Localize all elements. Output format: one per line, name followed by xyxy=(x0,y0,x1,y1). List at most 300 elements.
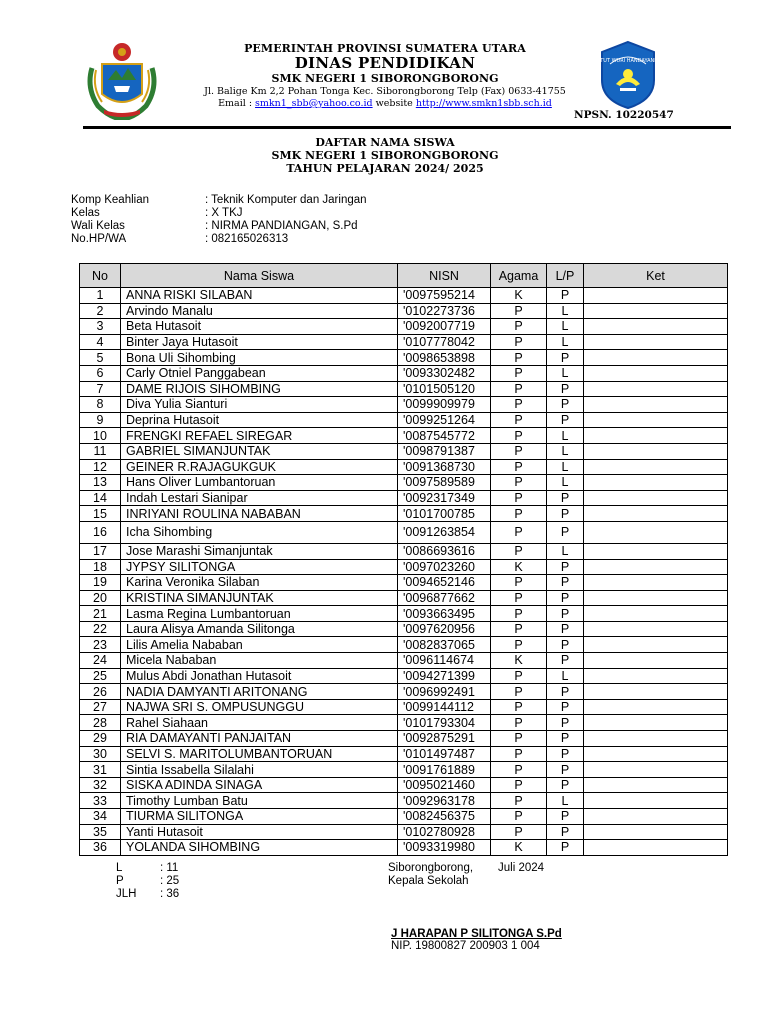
cell-lp: L xyxy=(547,475,584,491)
cell-agama: P xyxy=(491,443,547,459)
cell-no: 25 xyxy=(80,668,121,684)
cell-student-name: TIURMA SILITONGA xyxy=(121,809,398,825)
cell-lp: P xyxy=(547,824,584,840)
cell-no: 11 xyxy=(80,443,121,459)
cell-nisn: '0099144112 xyxy=(398,699,491,715)
cell-nisn: '0102780928 xyxy=(398,824,491,840)
cell-ket xyxy=(584,303,728,319)
cell-nisn: '0093663495 xyxy=(398,606,491,622)
table-row xyxy=(80,443,728,459)
website-link[interactable]: http://www.smkn1sbb.sch.id xyxy=(415,98,552,109)
cell-ket xyxy=(584,521,728,543)
cell-ket xyxy=(584,809,728,825)
table-row xyxy=(80,731,728,747)
cell-agama: P xyxy=(491,428,547,444)
cell-lp: L xyxy=(547,334,584,350)
cell-ket xyxy=(584,840,728,856)
cell-lp: P xyxy=(547,288,584,304)
header-agama: Agama xyxy=(491,264,547,288)
cell-agama: P xyxy=(491,699,547,715)
cell-no: 32 xyxy=(80,777,121,793)
cell-student-name: JYPSY SILITONGA xyxy=(121,559,398,575)
cell-agama: P xyxy=(491,397,547,413)
table-row xyxy=(80,762,728,778)
signature-role: Kepala Sekolah xyxy=(388,875,469,887)
cell-student-name: Icha Sihombing xyxy=(121,521,398,543)
cell-ket xyxy=(584,606,728,622)
cell-nisn: '0092963178 xyxy=(398,793,491,809)
cell-nisn: '0098653898 xyxy=(398,350,491,366)
cell-agama: P xyxy=(491,365,547,381)
cell-no: 34 xyxy=(80,809,121,825)
cell-agama: P xyxy=(491,793,547,809)
cell-agama: K xyxy=(491,559,547,575)
cell-nisn: '0096992491 xyxy=(398,684,491,700)
cell-ket xyxy=(584,288,728,304)
cell-agama: P xyxy=(491,506,547,522)
table-row xyxy=(80,559,728,575)
cell-no: 19 xyxy=(80,575,121,591)
summary-value: : 11 xyxy=(160,862,179,874)
cell-ket xyxy=(584,824,728,840)
cell-lp: P xyxy=(547,350,584,366)
table-row xyxy=(80,428,728,444)
school-name: SMK NEGERI 1 SIBORONGBORONG xyxy=(271,72,499,85)
table-row xyxy=(80,621,728,637)
cell-lp: P xyxy=(547,559,584,575)
cell-ket xyxy=(584,443,728,459)
cell-ket xyxy=(584,459,728,475)
cell-ket xyxy=(584,746,728,762)
cell-no: 30 xyxy=(80,746,121,762)
table-row xyxy=(80,590,728,606)
cell-lp: L xyxy=(547,459,584,475)
table-row xyxy=(80,288,728,304)
cell-student-name: Laura Alisya Amanda Silitonga xyxy=(121,621,398,637)
summary-value: : 25 xyxy=(160,875,180,887)
cell-student-name: Karina Veronika Silaban xyxy=(121,575,398,591)
cell-lp: P xyxy=(547,590,584,606)
table-row xyxy=(80,334,728,350)
cell-lp: P xyxy=(547,412,584,428)
cell-agama: P xyxy=(491,809,547,825)
cell-agama: P xyxy=(491,824,547,840)
table-header-row xyxy=(80,264,728,288)
cell-nisn: '0092875291 xyxy=(398,731,491,747)
table-row xyxy=(80,303,728,319)
table-row xyxy=(80,575,728,591)
cell-lp: P xyxy=(547,715,584,731)
email-link[interactable]: smkn1_sbb@yahoo.co.id xyxy=(255,98,373,109)
letterhead-divider xyxy=(83,126,731,129)
cell-ket xyxy=(584,506,728,522)
table-row xyxy=(80,521,728,543)
cell-no: 16 xyxy=(80,521,121,543)
cell-agama: P xyxy=(491,668,547,684)
cell-student-name: Micela Nababan xyxy=(121,653,398,669)
cell-no: 2 xyxy=(80,303,121,319)
info-row-kelas xyxy=(71,207,367,220)
cell-nisn: '0094271399 xyxy=(398,668,491,684)
cell-ket xyxy=(584,793,728,809)
summary-label: P xyxy=(116,875,124,887)
letterhead-text xyxy=(180,42,590,110)
cell-ket xyxy=(584,731,728,747)
cell-lp: L xyxy=(547,428,584,444)
cell-student-name: NADIA DAMYANTI ARITONANG xyxy=(121,684,398,700)
cell-student-name: Diva Yulia Sianturi xyxy=(121,397,398,413)
cell-student-name: Binter Jaya Hutasoit xyxy=(121,334,398,350)
table-row xyxy=(80,350,728,366)
cell-lp: P xyxy=(547,521,584,543)
cell-lp: P xyxy=(547,490,584,506)
cell-nisn: '0099909979 xyxy=(398,397,491,413)
cell-no: 4 xyxy=(80,334,121,350)
cell-agama: P xyxy=(491,590,547,606)
cell-agama: K xyxy=(491,840,547,856)
cell-student-name: KRISTINA SIMANJUNTAK xyxy=(121,590,398,606)
email-label: Email : xyxy=(218,98,256,109)
cell-lp: L xyxy=(547,793,584,809)
header-lp: L/P xyxy=(547,264,584,288)
cell-nisn: '0091368730 xyxy=(398,459,491,475)
table-row xyxy=(80,412,728,428)
cell-ket xyxy=(584,475,728,491)
cell-lp: L xyxy=(547,443,584,459)
cell-agama: P xyxy=(491,475,547,491)
cell-student-name: Indah Lestari Sianipar xyxy=(121,490,398,506)
cell-student-name: SELVI S. MARITOLUMBANTORUAN xyxy=(121,746,398,762)
cell-nisn: '0093302482 xyxy=(398,365,491,381)
place-date xyxy=(388,862,544,875)
cell-agama: P xyxy=(491,621,547,637)
cell-lp: L xyxy=(547,543,584,559)
info-label: Komp Keahlian xyxy=(71,194,149,206)
cell-agama: P xyxy=(491,606,547,622)
cell-student-name: Jose Marashi Simanjuntak xyxy=(121,543,398,559)
signature-date: Juli 2024 xyxy=(498,862,545,874)
cell-student-name: GABRIEL SIMANJUNTAK xyxy=(121,443,398,459)
cell-lp: P xyxy=(547,621,584,637)
cell-no: 36 xyxy=(80,840,121,856)
cell-no: 33 xyxy=(80,793,121,809)
summary-value: : 36 xyxy=(160,888,180,900)
cell-lp: P xyxy=(547,809,584,825)
cell-no: 6 xyxy=(80,365,121,381)
cell-nisn: '0101497487 xyxy=(398,746,491,762)
cell-lp: P xyxy=(547,762,584,778)
cell-no: 20 xyxy=(80,590,121,606)
cell-ket xyxy=(584,334,728,350)
cell-nisn: '0101505120 xyxy=(398,381,491,397)
cell-lp: P xyxy=(547,731,584,747)
cell-agama: P xyxy=(491,412,547,428)
npsn-number: NPSN. 10220547 xyxy=(574,109,674,121)
cell-nisn: '0086693616 xyxy=(398,543,491,559)
province-emblem-icon xyxy=(84,40,160,120)
table-body xyxy=(80,288,728,856)
cell-lp: P xyxy=(547,699,584,715)
cell-lp: P xyxy=(547,575,584,591)
government-name: PEMERINTAH PROVINSI SUMATERA UTARA xyxy=(244,42,526,55)
info-value: : X TKJ xyxy=(205,207,243,219)
contact-line xyxy=(180,98,590,110)
student-table xyxy=(79,263,728,856)
letterhead xyxy=(0,0,768,132)
cell-no: 23 xyxy=(80,637,121,653)
cell-agama: P xyxy=(491,575,547,591)
header-nisn: NISN xyxy=(398,264,491,288)
cell-nisn: '0094652146 xyxy=(398,575,491,591)
cell-no: 3 xyxy=(80,319,121,335)
info-label: No.HP/WA xyxy=(71,233,127,245)
cell-agama: P xyxy=(491,350,547,366)
title-line-1: DAFTAR NAMA SISWA xyxy=(315,136,455,149)
title-line-2: SMK NEGERI 1 SIBORONGBORONG xyxy=(271,149,499,162)
cell-no: 1 xyxy=(80,288,121,304)
cell-no: 21 xyxy=(80,606,121,622)
cell-no: 14 xyxy=(80,490,121,506)
table-row xyxy=(80,653,728,669)
table-row xyxy=(80,365,728,381)
school-address: Jl. Balige Km 2,2 Pohan Tonga Kec. Siborongborong Telp (Fax) 0633-41755 xyxy=(204,86,566,97)
info-label: Wali Kelas xyxy=(71,220,125,232)
cell-no: 31 xyxy=(80,762,121,778)
table-row xyxy=(80,684,728,700)
cell-student-name: Carly Otniel Panggabean xyxy=(121,365,398,381)
cell-agama: P xyxy=(491,777,547,793)
info-row-no-hp xyxy=(71,233,367,246)
table-row xyxy=(80,475,728,491)
cell-ket xyxy=(584,684,728,700)
class-info xyxy=(71,194,367,246)
cell-agama: P xyxy=(491,319,547,335)
cell-nisn: '0097595214 xyxy=(398,288,491,304)
cell-student-name: Hans Oliver Lumbantoruan xyxy=(121,475,398,491)
cell-ket xyxy=(584,653,728,669)
cell-ket xyxy=(584,668,728,684)
cell-ket xyxy=(584,397,728,413)
cell-nisn: '0095021460 xyxy=(398,777,491,793)
cell-nisn: '0107778042 xyxy=(398,334,491,350)
summary-label: L xyxy=(116,862,123,874)
cell-nisn: '0082837065 xyxy=(398,637,491,653)
header-ket: Ket xyxy=(584,264,728,288)
cell-nisn: '0087545772 xyxy=(398,428,491,444)
cell-agama: P xyxy=(491,521,547,543)
cell-student-name: NAJWA SRI S. OMPUSUNGGU xyxy=(121,699,398,715)
table-row xyxy=(80,606,728,622)
cell-student-name: Rahel Siahaan xyxy=(121,715,398,731)
cell-lp: P xyxy=(547,777,584,793)
cell-nisn: '0098791387 xyxy=(398,443,491,459)
cell-agama: P xyxy=(491,303,547,319)
cell-lp: P xyxy=(547,506,584,522)
cell-no: 7 xyxy=(80,381,121,397)
cell-student-name: Arvindo Manalu xyxy=(121,303,398,319)
cell-no: 12 xyxy=(80,459,121,475)
info-row-wali-kelas xyxy=(71,220,367,233)
cell-nisn: '0091761889 xyxy=(398,762,491,778)
cell-ket xyxy=(584,715,728,731)
document-title xyxy=(180,136,590,175)
cell-agama: P xyxy=(491,459,547,475)
cell-agama: P xyxy=(491,334,547,350)
cell-agama: P xyxy=(491,637,547,653)
cell-agama: K xyxy=(491,288,547,304)
cell-student-name: SISKA ADINDA SINAGA xyxy=(121,777,398,793)
cell-ket xyxy=(584,590,728,606)
tut-wuri-handayani-logo-icon xyxy=(596,40,660,110)
cell-lp: P xyxy=(547,381,584,397)
cell-agama: P xyxy=(491,381,547,397)
cell-ket xyxy=(584,637,728,653)
cell-nisn: '0092007719 xyxy=(398,319,491,335)
signature-city: Siborongborong, xyxy=(388,862,474,874)
table-row xyxy=(80,777,728,793)
student-table-wrapper xyxy=(79,263,728,856)
cell-no: 10 xyxy=(80,428,121,444)
signature-block xyxy=(388,862,544,888)
info-label: Kelas xyxy=(71,207,100,219)
cell-student-name: Beta Hutasoit xyxy=(121,319,398,335)
svg-text:TUT WURI HANDAYANI: TUT WURI HANDAYANI xyxy=(600,58,656,64)
cell-lp: P xyxy=(547,606,584,622)
cell-ket xyxy=(584,699,728,715)
cell-agama: K xyxy=(491,653,547,669)
cell-ket xyxy=(584,762,728,778)
cell-no: 18 xyxy=(80,559,121,575)
table-row xyxy=(80,490,728,506)
cell-no: 13 xyxy=(80,475,121,491)
table-row xyxy=(80,506,728,522)
table-row xyxy=(80,543,728,559)
cell-lp: P xyxy=(547,637,584,653)
table-row xyxy=(80,319,728,335)
gender-summary xyxy=(116,862,179,901)
cell-no: 29 xyxy=(80,731,121,747)
cell-ket xyxy=(584,621,728,637)
cell-lp: L xyxy=(547,668,584,684)
cell-no: 28 xyxy=(80,715,121,731)
cell-agama: P xyxy=(491,543,547,559)
cell-ket xyxy=(584,319,728,335)
table-row xyxy=(80,699,728,715)
summary-row xyxy=(116,862,179,875)
cell-no: 17 xyxy=(80,543,121,559)
cell-nisn: '0092317349 xyxy=(398,490,491,506)
cell-nisn: '0091263854 xyxy=(398,521,491,543)
cell-no: 24 xyxy=(80,653,121,669)
agency-name: DINAS PENDIDIKAN xyxy=(294,54,476,72)
cell-student-name: Lasma Regina Lumbantoruan xyxy=(121,606,398,622)
table-row xyxy=(80,840,728,856)
table-row xyxy=(80,715,728,731)
cell-ket xyxy=(584,412,728,428)
cell-student-name: Bona Uli Sihombing xyxy=(121,350,398,366)
summary-row xyxy=(116,888,179,901)
cell-nisn: '0097023260 xyxy=(398,559,491,575)
cell-no: 26 xyxy=(80,684,121,700)
cell-no: 35 xyxy=(80,824,121,840)
cell-no: 9 xyxy=(80,412,121,428)
cell-nisn: '0093319980 xyxy=(398,840,491,856)
info-value: : Teknik Komputer dan Jaringan xyxy=(205,194,367,206)
cell-student-name: Sintia Issabella Silalahi xyxy=(121,762,398,778)
principal-name: J HARAPAN P SILITONGA S.Pd xyxy=(391,928,562,940)
cell-ket xyxy=(584,365,728,381)
cell-agama: P xyxy=(491,762,547,778)
cell-agama: P xyxy=(491,746,547,762)
cell-student-name: YOLANDA SIHOMBING xyxy=(121,840,398,856)
cell-nisn: '0101700785 xyxy=(398,506,491,522)
table-row xyxy=(80,668,728,684)
table-row xyxy=(80,746,728,762)
table-row xyxy=(80,824,728,840)
cell-nisn: '0097620956 xyxy=(398,621,491,637)
summary-row xyxy=(116,875,179,888)
info-value: : NIRMA PANDIANGAN, S.Pd xyxy=(205,220,358,232)
cell-ket xyxy=(584,575,728,591)
cell-lp: P xyxy=(547,684,584,700)
cell-student-name: Mulus Abdi Jonathan Hutasoit xyxy=(121,668,398,684)
cell-student-name: Lilis Amelia Nababan xyxy=(121,637,398,653)
cell-no: 8 xyxy=(80,397,121,413)
cell-lp: L xyxy=(547,319,584,335)
table-row xyxy=(80,381,728,397)
cell-no: 5 xyxy=(80,350,121,366)
cell-no: 22 xyxy=(80,621,121,637)
cell-nisn: '0102273736 xyxy=(398,303,491,319)
principal-nip: NIP. 19800827 200903 1 004 xyxy=(391,940,540,952)
table-row xyxy=(80,459,728,475)
info-row-komp-keahlian xyxy=(71,194,367,207)
cell-student-name: Timothy Lumban Batu xyxy=(121,793,398,809)
cell-nisn: '0096114674 xyxy=(398,653,491,669)
cell-student-name: DAME RIJOIS SIHOMBING xyxy=(121,381,398,397)
cell-no: 15 xyxy=(80,506,121,522)
cell-student-name: GEINER R.RAJAGUKGUK xyxy=(121,459,398,475)
info-value: : 082165026313 xyxy=(205,233,289,245)
cell-lp: P xyxy=(547,653,584,669)
cell-ket xyxy=(584,428,728,444)
cell-nisn: '0096877662 xyxy=(398,590,491,606)
cell-ket xyxy=(584,490,728,506)
cell-student-name: INRIYANI ROULINA NABABAN xyxy=(121,506,398,522)
cell-lp: P xyxy=(547,397,584,413)
title-line-3: TAHUN PELAJARAN 2024/ 2025 xyxy=(286,162,484,175)
cell-student-name: ANNA RISKI SILABAN xyxy=(121,288,398,304)
cell-student-name: Yanti Hutasoit xyxy=(121,824,398,840)
cell-lp: L xyxy=(547,365,584,381)
table-row xyxy=(80,809,728,825)
cell-student-name: RIA DAMAYANTI PANJAITAN xyxy=(121,731,398,747)
cell-no: 27 xyxy=(80,699,121,715)
cell-agama: P xyxy=(491,715,547,731)
cell-nisn: '0097589589 xyxy=(398,475,491,491)
cell-lp: P xyxy=(547,746,584,762)
table-row xyxy=(80,793,728,809)
cell-agama: P xyxy=(491,490,547,506)
table-row xyxy=(80,637,728,653)
cell-ket xyxy=(584,381,728,397)
cell-ket xyxy=(584,543,728,559)
cell-agama: P xyxy=(491,731,547,747)
cell-ket xyxy=(584,350,728,366)
header-nama-siswa: Nama Siswa xyxy=(121,264,398,288)
cell-lp: L xyxy=(547,303,584,319)
header-no: No xyxy=(80,264,121,288)
